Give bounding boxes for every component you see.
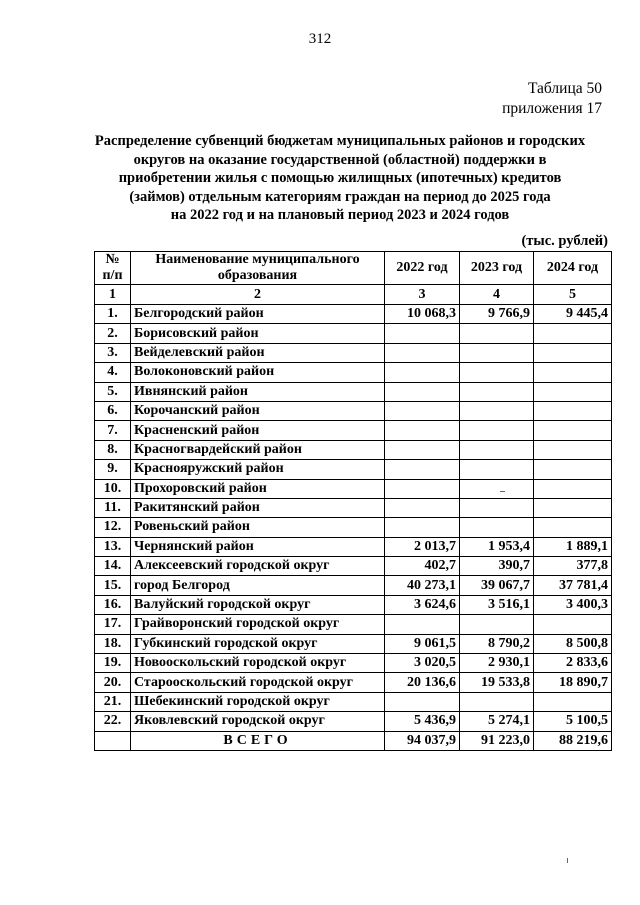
total-2023: 91 223,0 [460,731,534,750]
document-title [70,132,610,225]
value-2022 [385,692,460,711]
municipality-name: Яковлевский городской округ [131,712,385,731]
municipality-name: Ракитянский район [131,498,385,517]
municipality-name: Корочанский район [131,401,385,420]
row-number: 9. [95,460,131,479]
column-numbers-row [95,285,612,305]
row-number: 2. [95,324,131,343]
value-2023: 8 790,2 [460,634,534,653]
municipality-name: Ровеньский район [131,518,385,537]
table-row [95,692,612,711]
value-2023: 390,7 [460,557,534,576]
value-2024 [534,421,612,440]
row-number: 19. [95,654,131,673]
subsidy-table [94,251,612,751]
value-2022 [385,479,460,498]
municipality-name: Ивнянский район [131,382,385,401]
table-row [95,305,612,324]
municipality-name: город Белгород [131,576,385,595]
table-row [95,382,612,401]
row-number: 10. [95,479,131,498]
municipality-name: Белгородский район [131,305,385,324]
value-2024: 18 890,7 [534,673,612,692]
value-2022 [385,324,460,343]
title-line: округов на оказание государственной (областной) поддержки в [133,151,547,168]
row-number: 12. [95,518,131,537]
value-2024 [534,460,612,479]
table-row [95,518,612,537]
table-row [95,421,612,440]
table-row [95,440,612,459]
row-number: 7. [95,421,131,440]
table-row [95,557,612,576]
value-2023 [460,615,534,634]
municipality-name: Новооскольский городской округ [131,654,385,673]
table-row [95,363,612,382]
table-row [95,712,612,731]
value-2024: 9 445,4 [534,305,612,324]
header-number-line1: № [105,252,120,267]
value-2022 [385,363,460,382]
municipality-name: Борисовский район [131,324,385,343]
table-ref-line2: приложения 17 [502,100,602,117]
table-row [95,479,612,498]
total-row [95,731,612,750]
row-number: 8. [95,440,131,459]
value-2023 [460,479,534,498]
column-number: 1 [95,285,131,305]
table-row [95,615,612,634]
table-reference [502,79,602,119]
units-label: (тыс. рублей) [521,233,608,249]
municipality-name: Вейделевский район [131,343,385,362]
municipality-name: Старооскольский городской округ [131,673,385,692]
value-2024 [534,498,612,517]
value-2024 [534,692,612,711]
value-2024 [534,343,612,362]
row-number: 14. [95,557,131,576]
value-2022 [385,343,460,362]
value-2022: 3 020,5 [385,654,460,673]
row-number: 17. [95,615,131,634]
table-body [95,285,612,732]
value-2023 [460,421,534,440]
row-number: 6. [95,401,131,420]
value-2024 [534,401,612,420]
value-2023 [460,498,534,517]
municipality-name: Прохоровский район [131,479,385,498]
row-number: 18. [95,634,131,653]
header-number [95,252,131,285]
value-2024 [534,518,612,537]
value-2024: 3 400,3 [534,595,612,614]
municipality-name: Губкинский городской округ [131,634,385,653]
value-2022 [385,615,460,634]
value-2024: 8 500,8 [534,634,612,653]
value-2023: 39 067,7 [460,576,534,595]
header-name-line1: Наименование муниципального [155,252,360,267]
municipality-name: Красненский район [131,421,385,440]
value-2024: 2 833,6 [534,654,612,673]
table-row [95,460,612,479]
row-number: 22. [95,712,131,731]
table-row [95,673,612,692]
scan-mark [567,858,568,863]
table-row [95,537,612,556]
row-number: 3. [95,343,131,362]
municipality-name: Волоконовский район [131,363,385,382]
value-2024 [534,615,612,634]
value-2022: 5 436,9 [385,712,460,731]
row-number: 20. [95,673,131,692]
table-row [95,595,612,614]
value-2023 [460,324,534,343]
row-number: 13. [95,537,131,556]
value-2022: 3 624,6 [385,595,460,614]
value-2022 [385,421,460,440]
municipality-name: Шебекинский городской округ [131,692,385,711]
value-2023: 9 766,9 [460,305,534,324]
row-number: 15. [95,576,131,595]
value-2022: 2 013,7 [385,537,460,556]
value-2023: 1 953,4 [460,537,534,556]
value-2023: 19 533,8 [460,673,534,692]
value-2022 [385,440,460,459]
table-ref-line1: Таблица 50 [527,80,602,97]
row-number: 21. [95,692,131,711]
value-2022: 40 273,1 [385,576,460,595]
column-number: 4 [460,285,534,305]
value-2022: 402,7 [385,557,460,576]
value-2024 [534,479,612,498]
table-row [95,634,612,653]
value-2022 [385,518,460,537]
value-2023 [460,401,534,420]
table-row [95,576,612,595]
value-2022: 10 068,3 [385,305,460,324]
title-line: на 2022 год и на плановый период 2023 и 2024 годов [170,207,510,223]
table-row [95,498,612,517]
total-empty-cell [95,731,131,750]
value-2024 [534,382,612,401]
row-number: 5. [95,382,131,401]
column-number: 3 [385,285,460,305]
value-2023 [460,518,534,537]
value-2022: 9 061,5 [385,634,460,653]
total-2024: 88 219,6 [534,731,612,750]
header-name-line2: образования [217,268,298,283]
row-number: 11. [95,498,131,517]
value-2023 [460,363,534,382]
header-2024: 2024 год [534,252,612,285]
value-2023: 5 274,1 [460,712,534,731]
municipality-name: Красногвардейский район [131,440,385,459]
value-2023: 2 930,1 [460,654,534,673]
page-number: 312 [308,31,332,47]
value-2023: 3 516,1 [460,595,534,614]
value-2023 [460,382,534,401]
row-number: 4. [95,363,131,382]
value-2022 [385,498,460,517]
title-line: (займов) отдельным категориям граждан на период до 2025 года [129,188,551,205]
header-name [131,252,385,285]
total-2022: 94 037,9 [385,731,460,750]
header-2023: 2023 год [460,252,534,285]
scan-mark [500,491,505,492]
value-2024 [534,324,612,343]
municipality-name: Алексеевский городской округ [131,557,385,576]
value-2024 [534,440,612,459]
value-2024: 1 889,1 [534,537,612,556]
value-2023 [460,440,534,459]
row-number: 1. [95,305,131,324]
value-2023 [460,343,534,362]
total-label: ВСЕГО [131,731,385,750]
title-line: Распределение субвенций бюджетам муниципальных районов и городских [94,133,586,149]
value-2024: 377,8 [534,557,612,576]
row-number: 16. [95,595,131,614]
header-number-line2: п/п [102,268,123,283]
municipality-name: Валуйский городской округ [131,595,385,614]
table-row [95,401,612,420]
municipality-name: Чернянский район [131,537,385,556]
municipality-name: Грайворонский городской округ [131,615,385,634]
table-row [95,324,612,343]
table-row [95,654,612,673]
municipality-name: Краснояружский район [131,460,385,479]
value-2022 [385,401,460,420]
value-2022 [385,460,460,479]
value-2022: 20 136,6 [385,673,460,692]
table-row [95,343,612,362]
value-2023 [460,692,534,711]
value-2024 [534,363,612,382]
value-2022 [385,382,460,401]
column-number: 2 [131,285,385,305]
value-2023 [460,460,534,479]
value-2024: 37 781,4 [534,576,612,595]
column-number: 5 [534,285,612,305]
value-2024: 5 100,5 [534,712,612,731]
title-line: приобретении жилья с помощью жилищных (ипотечных) кредитов [118,170,562,186]
header-2022: 2022 год [385,252,460,285]
header-row [95,252,612,285]
